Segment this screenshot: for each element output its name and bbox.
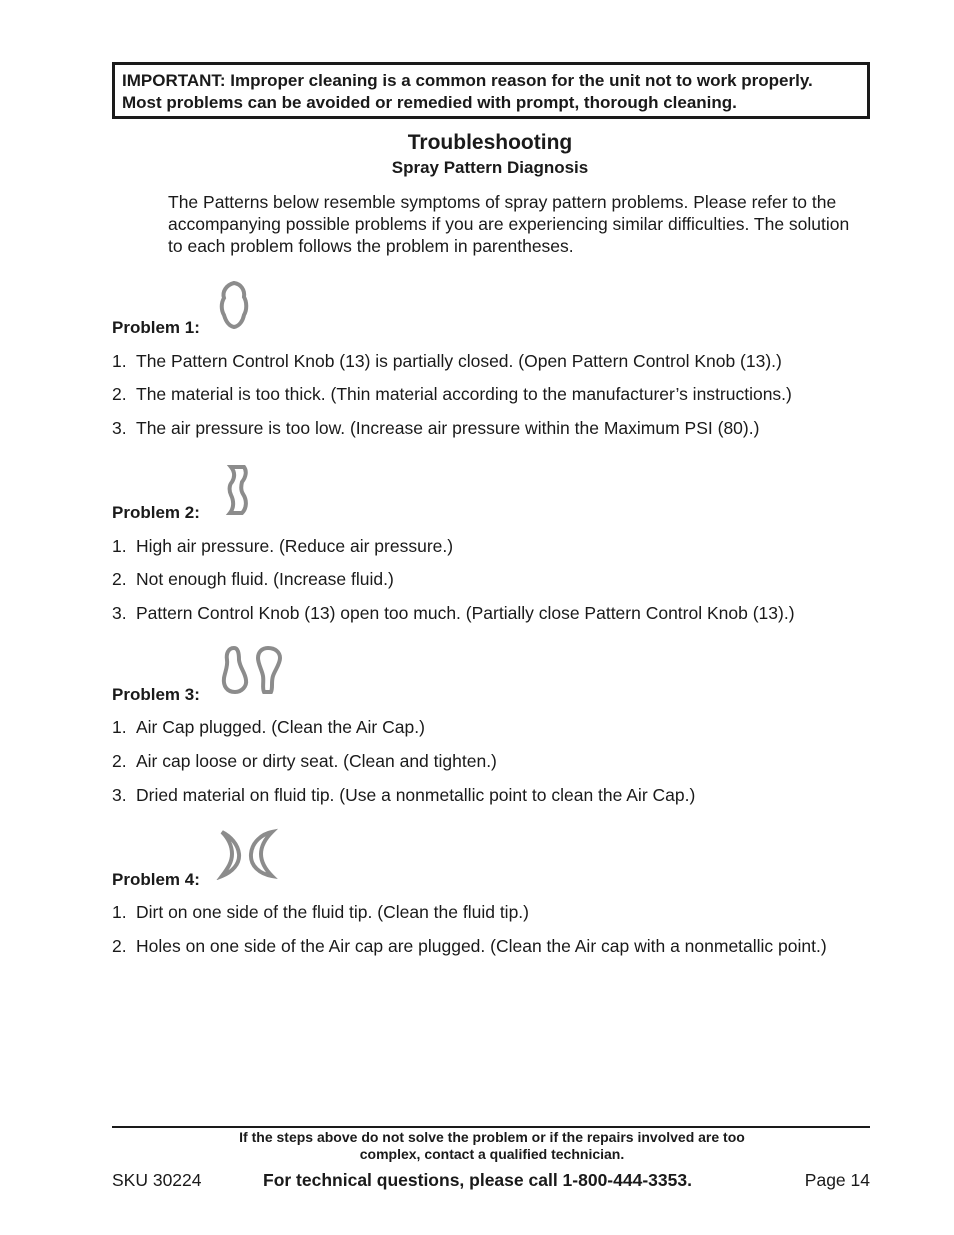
- item-number: 2.: [112, 569, 127, 589]
- important-line-1: IMPORTANT: Improper cleaning is a common reason for the unit not to work properly.: [122, 71, 813, 90]
- spray-pattern-heavy-end-icon: [218, 644, 286, 696]
- item-number: 3.: [112, 418, 127, 438]
- problem-1-item-2: [112, 384, 792, 405]
- problem-3-item-2: [112, 751, 497, 772]
- problem-2-item-1: [112, 536, 453, 557]
- spray-pattern-crescent-icon: [216, 828, 280, 880]
- item-text: The material is too thick. (Thin material according to the manufacturer’s instructions.): [136, 384, 792, 404]
- spray-pattern-split-center-icon: [222, 463, 254, 517]
- intro-line-3: to each problem follows the problem in parentheses.: [168, 236, 574, 256]
- item-number: 1.: [112, 351, 127, 371]
- important-notice: [112, 62, 870, 119]
- item-number: 2.: [112, 751, 127, 771]
- item-number: 3.: [112, 785, 127, 805]
- item-text: Air Cap plugged. (Clean the Air Cap.): [136, 717, 425, 737]
- tech-support-phone: For technical questions, please call 1-800-444-3353.: [263, 1170, 692, 1190]
- problem-1-item-3: [112, 418, 759, 439]
- item-text: High air pressure. (Reduce air pressure.): [136, 536, 454, 556]
- item-text: The Pattern Control Knob (13) is partially closed. (Open Pattern Control Knob (13).): [136, 351, 782, 371]
- item-text: The air pressure is too low. (Increase air pressure within the Maximum PSI (80).): [136, 418, 760, 438]
- problem-2-label: Problem 2:: [112, 503, 200, 522]
- intro-line-1: The Patterns below resemble symptoms of spray pattern problems. Please refer to the: [168, 192, 837, 212]
- problem-4-item-1: [112, 902, 529, 923]
- item-text: Holes on one side of the Air cap are plugged. (Clean the Air cap with a nonmetallic point.): [136, 936, 827, 956]
- problem-2-item-2: [112, 569, 394, 590]
- item-number: 2.: [112, 384, 127, 404]
- spray-pattern-narrow-icon: [214, 280, 254, 330]
- problem-1-item-1: [112, 351, 782, 372]
- important-line-2: Most problems can be avoided or remedied with prompt, thorough cleaning.: [122, 93, 737, 112]
- item-text: Dried material on fluid tip. (Use a nonmetallic point to clean the Air Cap.): [136, 785, 696, 805]
- intro-line-2: accompanying possible problems if you are experiencing similar difficulties. The solution: [168, 214, 850, 234]
- footer-note-line-2: complex, contact a qualified technician.: [359, 1146, 625, 1162]
- footer-note-line-1: If the steps above do not solve the problem or if the repairs involved are too: [239, 1129, 745, 1145]
- item-text: Pattern Control Knob (13) open too much. (Partially close Pattern Control Knob (13).): [136, 603, 795, 623]
- page-title: Troubleshooting: [407, 131, 573, 154]
- problem-4-label: Problem 4:: [112, 870, 200, 889]
- page-subtitle: Spray Pattern Diagnosis: [391, 158, 589, 177]
- page-number: Page 14: [804, 1170, 870, 1190]
- problem-4-item-2: [112, 936, 827, 957]
- item-number: 3.: [112, 603, 127, 623]
- footer-divider: [112, 1126, 870, 1128]
- item-number: 1.: [112, 717, 127, 737]
- item-number: 2.: [112, 936, 127, 956]
- item-text: Air cap loose or dirty seat. (Clean and tighten.): [136, 751, 497, 771]
- sku-number: SKU 30224: [112, 1170, 202, 1190]
- problem-2-item-3: [112, 603, 795, 624]
- problem-3-item-3: [112, 785, 695, 806]
- item-number: 1.: [112, 536, 127, 556]
- item-text: Not enough fluid. (Increase fluid.): [136, 569, 394, 589]
- item-text: Dirt on one side of the fluid tip. (Clean the fluid tip.): [136, 902, 529, 922]
- item-number: 1.: [112, 902, 127, 922]
- problem-1-label: Problem 1:: [112, 318, 200, 337]
- problem-3-label: Problem 3:: [112, 685, 200, 704]
- problem-3-item-1: [112, 717, 425, 738]
